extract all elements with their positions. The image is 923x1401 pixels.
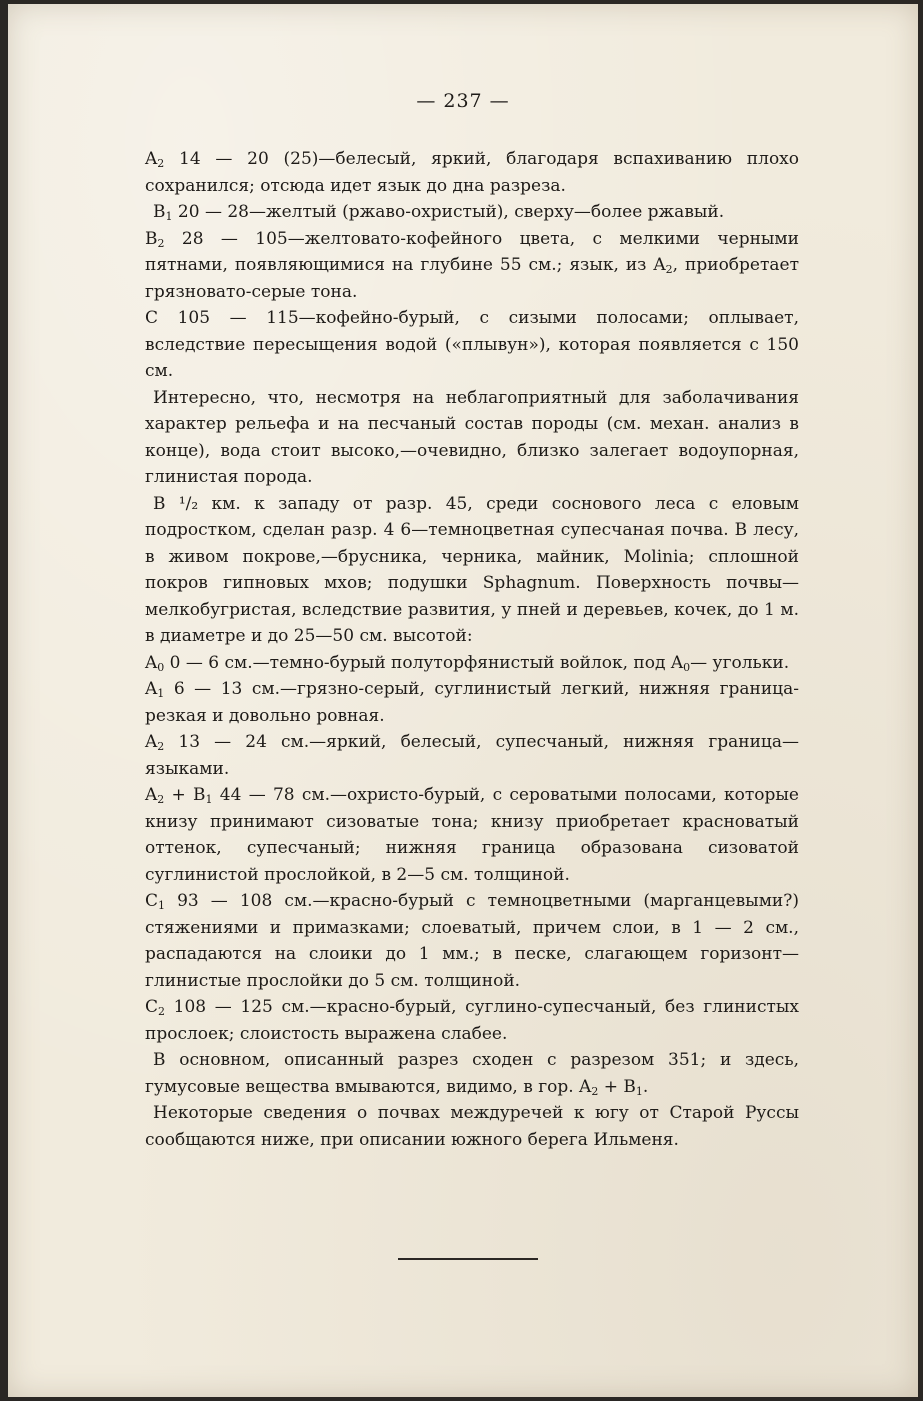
paragraph-closing: Некоторые сведения о почвах междуречей к югу от Старой Руссы сообщаются ниже, при описании южного берега Ильменя. bbox=[145, 1103, 799, 1150]
paragraph-horizon-c2: $C_2$ 108 — 125 см.—красно-бурый, суглино-супесчаный, без глинистых прослоек; слоистость выражена слабее. bbox=[145, 997, 799, 1044]
paragraph-section-46: В ¹/₂ км. к западу от разр. 45, среди соснового леса с еловым подростком, сделан разр. 4 6—темноцветная супесчаная почва. В лесу, в живом покрове,—брусника, черника, майник, Molinia; сплошной покров гипновых мхов; подушки Sphagnum. Поверхность почвы—мелкобугристая, вследствие развития, у пней и деревьев, кочек, до 1 м. в диаметре и до 25—50 см. высотой: bbox=[145, 493, 799, 646]
body-text bbox=[145, 146, 799, 1153]
paragraph-water-note: Интересно, что, несмотря на неблагоприятный для заболачивания характер рельефа и на песчаный состав породы (см. механ. анализ в конце), вода стоит высоко,—очевидно, близко залегает водоупорная, глинистая порода. bbox=[145, 387, 799, 487]
paragraph-horizon-a2: $A_2$ 14 — 20 (25)—белесый, яркий, благодаря вспахиванию плохо сохранился; отсюда идет язык до дна разреза. bbox=[145, 149, 799, 196]
paragraph-horizon-a0: $A_0$ 0 — 6 см.—темно-бурый полуторфянистый войлок, под $A_0—$ угольки. bbox=[145, 652, 790, 674]
paragraph-horizon-a2-b1: $A_2 + B_1$ 44 — 78 см.—охристо-бурый, с сероватыми полосами, которые книзу принимают сизоватые тона; книзу приобретает красноватый оттенок, супесчаный; нижняя граница образована сизоватой суглинистой прослойкой, в 2—5 см. толщиной. bbox=[145, 785, 799, 885]
section-divider bbox=[398, 1258, 538, 1260]
paragraph-horizon-b1: $B_1$ 20 — 28—желтый (ржаво-охристый), сверху—более ржавый. bbox=[153, 202, 725, 223]
paragraph-horizon-c1: $C_1$ 93 — 108 см.—красно-бурый с темноцветными (марганцевыми?) стяжениями и примазками; слоеватый, причем слои, в 1 — 2 см., распадаются на слоики до 1 мм.; в песке, слагающем горизонт—глинистые прослойки до 5 см. толщиной. bbox=[145, 891, 799, 991]
paragraph-horizon-c: C 105 — 115—кофейно-бурый, с сизыми полосами; оплывает, вследствие пересыщения водой («плывун»), которая появляется с 150 см. bbox=[145, 308, 799, 381]
paragraph-horizon-a2-second: $A_2$ 13 — 24 см.—яркий, белесый, супесчаный, нижняя граница—языками. bbox=[145, 732, 799, 779]
paragraph-horizon-a1: $A_1$ 6 — 13 см.—грязно-серый, суглинистый легкий, нижняя граница-резкая и довольно ровная. bbox=[145, 679, 799, 726]
paragraph-horizon-b2: $B_2$ 28 — 105—желтовато-кофейного цвета, с мелкими черными пятнами, появляющимися на глубине 55 см.; язык, из $A_2$, приобретает грязновато-серые тона. bbox=[145, 228, 799, 302]
page-number: — 237 — bbox=[416, 90, 510, 112]
book-page bbox=[8, 4, 918, 1397]
paragraph-summary: В основном, описанный разрез сходен с разрезом 351; и здесь, гумусовые вещества вмываются, видимо, в гор. $A_2 + B_1$. bbox=[145, 1050, 799, 1098]
